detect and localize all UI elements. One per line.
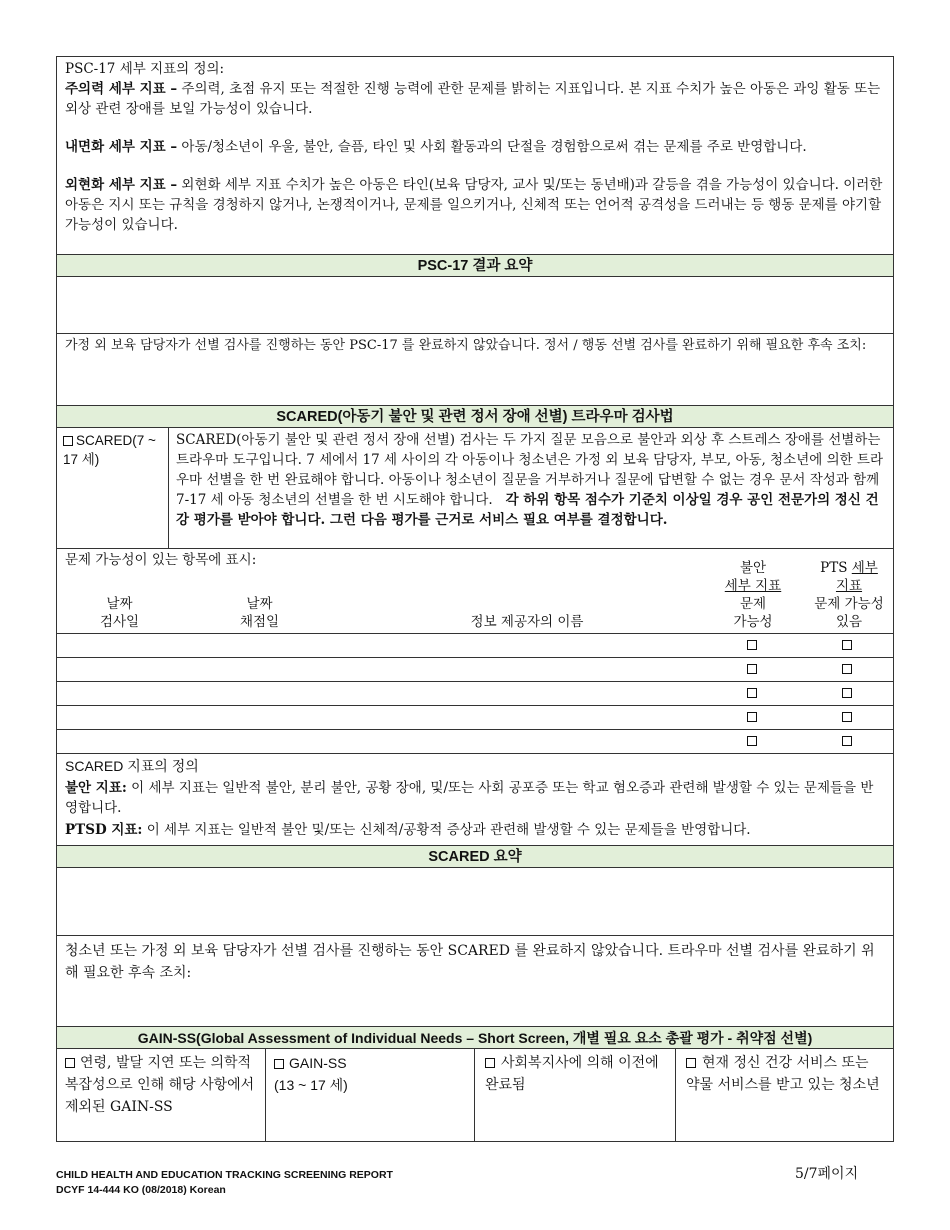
anxiety-checkbox[interactable] [747, 688, 757, 698]
table-row[interactable] [57, 729, 893, 753]
psc-summary-field[interactable] [57, 277, 893, 334]
anxiety-checkbox[interactable] [747, 736, 757, 746]
anx-text: 이 세부 지표는 일반적 불안, 분리 불안, 공황 장애, 및/또는 사회 공포증 또는 학교 혐오증과 관련해 발생할 수 있는 문제들을 반영합니다. [65, 780, 874, 816]
scared-checkbox-cell[interactable] [57, 428, 169, 548]
internal-text: 아동/청소년이 우울, 불안, 슬픔, 타인 및 사회 활동과의 단절을 경험함으로써 겪는 문제를 주로 반영합니다. [177, 139, 807, 155]
pts-checkbox[interactable] [842, 712, 852, 722]
scared-summary-title: SCARED 요약 [57, 846, 893, 868]
scared-not-completed-text: 청소년 또는 가정 외 보육 담당자가 선별 검사를 진행하는 동안 SCARED 를 완료하지 않았습니다. 트라우마 선별 검사를 완료하기 위해 필요한 후속 조치: [65, 943, 875, 981]
gain-current-checkbox[interactable] [686, 1058, 696, 1068]
scared-desc-text: SCARED(아동기 불안 및 관련 정서 장애 선별) 검사는 두 가지 질문 모음으로 불안과 외상 후 스트레스 장애를 선별하는 트라우마 도구입니다. 7 세에서 17 세 사이의 각 아동이나 청소년은 가정 외 보육 담당자, 부모, 아동, 청소년에 의한 트라우마 선별을 한 번 완료해야 합니다. 아동이나 청소년이 질문을 거부하거나 질문에 답변할 수 없는 경우 문서 작성과 함께 7-17 세 아동 청소년의 선별을 한 번 시도해야 합니다. [176, 432, 884, 508]
gain-opt-previous[interactable] [475, 1049, 676, 1141]
footer-form-number: DCYF 14-444 KO (08/2018) Korean [56, 1184, 226, 1196]
psc-external-def [65, 175, 885, 235]
gain-opt-current[interactable] [676, 1049, 893, 1141]
external-label: 외현화 세부 지표 – [65, 177, 178, 193]
table-row[interactable] [57, 657, 893, 681]
table-row[interactable] [57, 705, 893, 729]
anx-label: 불안 지표: [65, 780, 127, 796]
gain-excluded-checkbox[interactable] [65, 1058, 75, 1068]
pts-checkbox[interactable] [842, 640, 852, 650]
scared-summary-field[interactable] [57, 868, 893, 936]
scared-not-completed[interactable] [57, 936, 893, 1027]
col-pts: PTS 세부 지표 문제 가능성 있음 [814, 560, 884, 630]
ptsd-def [65, 820, 885, 840]
gain-opt3-label: 사회복지사에 의해 이전에 완료됨 [485, 1055, 659, 1093]
anx-def [65, 778, 885, 818]
scared-table-header [57, 549, 893, 633]
table-row[interactable] [57, 681, 893, 705]
gain-opt2-age: (13 ~ 17 세) [274, 1077, 348, 1093]
gain-previous-checkbox[interactable] [485, 1058, 495, 1068]
ptsd-text: 이 세부 지표는 일반적 불안 및/또는 신체적/공황적 증상과 관련해 발생할 수 있는 문제들을 반영합니다. [142, 822, 751, 838]
col-date-scored: 날짜 채점일 [239, 596, 280, 630]
gain-options [57, 1049, 893, 1141]
gain-opt-excluded[interactable] [57, 1049, 266, 1141]
gain-opt2-label: GAIN-SS [289, 1055, 347, 1071]
gain-title: GAIN-SS(Global Assessment of Individual Needs – Short Screen, 개별 필요 요소 총괄 평가 - 취약점 선별) [57, 1027, 893, 1049]
scared-def-heading: SCARED 지표의 정의 [65, 758, 199, 774]
attention-text: 주의력, 초점 유지 또는 적절한 진행 능력에 관한 문제를 밝히는 지표입니다. 본 지표 수치가 높은 아동은 과잉 활동 또는 외상 관련 장애를 보일 가능성이 있습니다. [65, 81, 881, 117]
psc-internal-def [65, 137, 885, 157]
pts-checkbox[interactable] [842, 688, 852, 698]
gain-age-checkbox[interactable] [274, 1059, 284, 1069]
table-row[interactable] [57, 634, 893, 657]
psc-definitions [57, 57, 893, 255]
psc-not-completed[interactable] [57, 334, 893, 406]
scared-desc-bold: 각 하위 항목 점수가 기준치 이상일 경우 공인 전문가의 정신 건강 평가를 받아야 합니다. 그런 다음 평가를 근거로 서비스 필요 여부를 결정합니다. [176, 492, 879, 528]
gain-opt1-label: 연령, 발달 지연 또는 의학적 복잡성으로 인해 해당 사항에서 제외된 GAIN-SS [65, 1055, 255, 1115]
anxiety-checkbox[interactable] [747, 712, 757, 722]
scared-title: SCARED(아동기 불안 및 관련 정서 장애 선별) 트라우마 검사법 [57, 406, 893, 428]
pts-checkbox[interactable] [842, 736, 852, 746]
mark-label: 문제 가능성이 있는 항목에 표시: [65, 552, 257, 568]
pts-checkbox[interactable] [842, 664, 852, 674]
gain-opt4-label: 현재 정신 건강 서비스 또는 약물 서비스를 받고 있는 청소년 [686, 1055, 880, 1093]
scared-checkbox[interactable] [63, 436, 73, 446]
gain-opt-age[interactable] [266, 1049, 475, 1141]
col-date-tested: 날짜 검사일 [99, 596, 140, 630]
col-anxiety: 불안 세부 지표 문제 가능성 [724, 560, 782, 630]
scared-definitions [57, 754, 893, 846]
attention-label: 주의력 세부 지표 – [65, 81, 178, 97]
psc-def-heading: PSC-17 세부 지표의 정의: [65, 61, 225, 77]
footer-form-info [56, 1168, 393, 1198]
ptsd-label: PTSD 지표: [65, 822, 143, 838]
internal-label: 내면화 세부 지표 – [65, 139, 178, 155]
psc-attention-def [65, 79, 885, 119]
external-text: 외현화 세부 지표 수치가 높은 아동은 타인(보육 담당자, 교사 및/또는 동년배)과 갈등을 겪을 가능성이 있습니다. 이러한 아동은 지시 또는 규칙을 경청하지 않거나, 논쟁적이거나, 문제를 일으키거나, 신체적 또는 언어적 공격성을 드러내는 등 행동 문제를 야기할 가능성이 있습니다. [65, 177, 883, 233]
scared-intro-row [57, 428, 893, 549]
footer-title: CHILD HEALTH AND EDUCATION TRACKING SCREENING REPORT [56, 1169, 393, 1181]
psc-not-completed-text: 가정 외 보육 담당자가 선별 검사를 진행하는 동안 PSC-17 를 완료하지 않았습니다. 정서 / 행동 선별 검사를 완료하기 위해 필요한 후속 조치: [65, 338, 867, 353]
scared-description [169, 428, 893, 548]
page-number: 5/7페이지 [795, 1166, 859, 1182]
anxiety-checkbox[interactable] [747, 664, 757, 674]
form-frame [56, 56, 894, 1142]
scared-table [57, 549, 893, 754]
scared-checkbox-label: SCARED(7 ~ 17 세) [63, 433, 156, 467]
anxiety-checkbox[interactable] [747, 640, 757, 650]
col-informant: 정보 제공자의 이름 [470, 614, 584, 630]
psc-summary-title: PSC-17 결과 요약 [57, 255, 893, 277]
